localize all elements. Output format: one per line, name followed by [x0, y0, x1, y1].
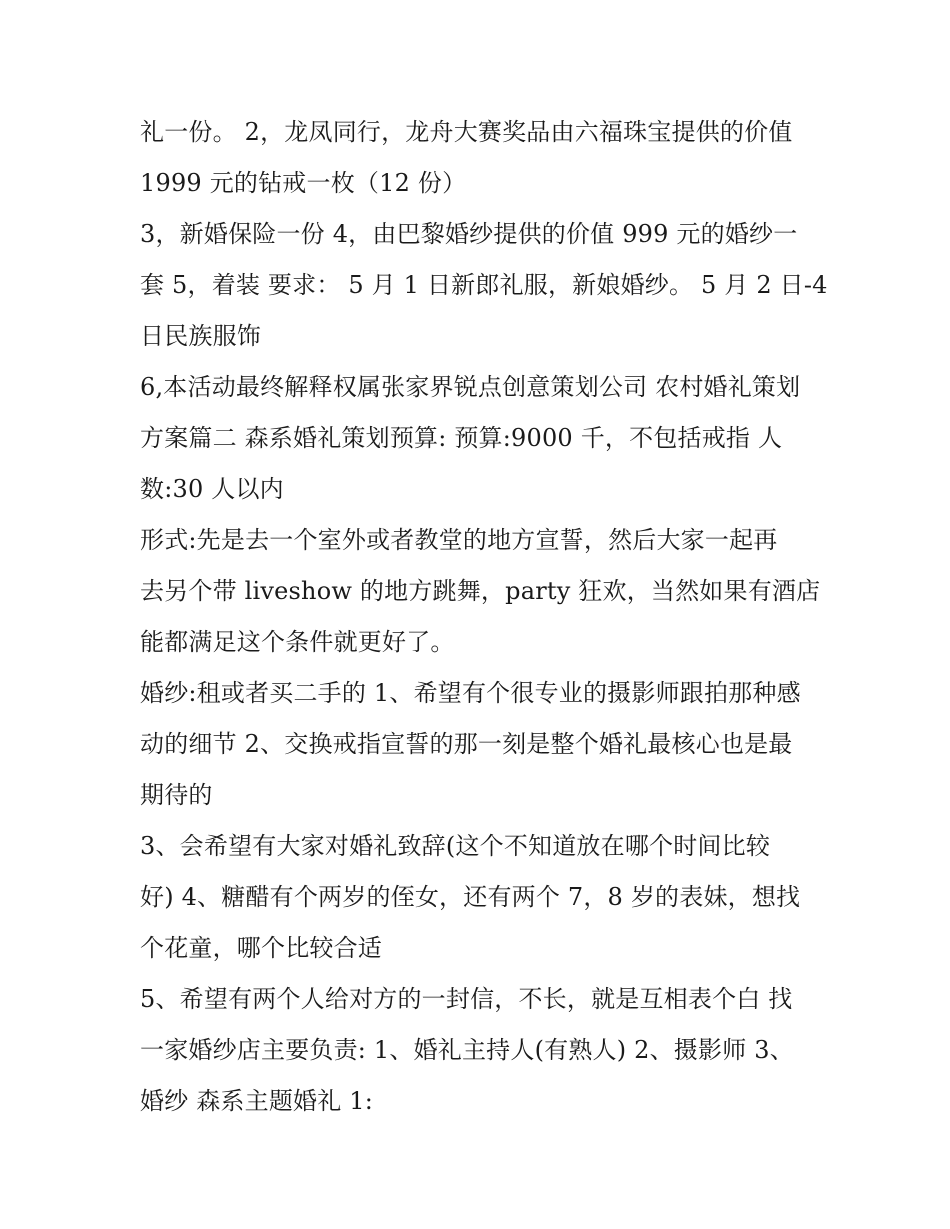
- text-line: 数:30 人以内: [140, 475, 284, 503]
- text-line: 形式:先是去一个室外或者教堂的地方宣誓，然后大家一起再: [140, 526, 778, 554]
- text-line: 日民族服饰: [140, 322, 261, 350]
- text-line: 个花童，哪个比较合适: [140, 934, 382, 962]
- body-text: [140, 107, 828, 1127]
- text-line: 3，新婚保险一份 4，由巴黎婚纱提供的价值 999 元的婚纱一: [140, 220, 798, 248]
- text-line: 能都满足这个条件就更好了。: [140, 628, 455, 656]
- text-line: 婚纱 森系主题婚礼 1:: [140, 1087, 374, 1115]
- text-line: 5、希望有两个人给对方的一封信，不长，就是互相表个白 找: [140, 985, 793, 1013]
- text-line: 动的细节 2、交换戒指宣誓的那一刻是整个婚礼最核心也是最: [140, 730, 793, 758]
- text-line: 礼一份。 2，龙凤同行，龙舟大赛奖品由六福珠宝提供的价值: [140, 118, 793, 146]
- text-line: 好) 4、糖醋有个两岁的侄女，还有两个 7，8 岁的表妹，想找: [140, 883, 801, 911]
- text-line: 一家婚纱店主要负责: 1、婚礼主持人(有熟人) 2、摄影师 3、: [140, 1036, 794, 1064]
- text-line: 3、会希望有大家对婚礼致辞(这个不知道放在哪个时间比较: [140, 832, 771, 860]
- text-line: 6,本活动最终解释权属张家界锐点创意策划公司 农村婚礼策划: [140, 373, 801, 401]
- text-line: 方案篇二 森系婚礼策划预算: 预算:9000 千，不包括戒指 人: [140, 424, 783, 452]
- text-line: 去另个带 liveshow 的地方跳舞，party 狂欢，当然如果有酒店: [140, 577, 821, 605]
- text-line: 套 5，着装 要求： 5 月 1 日新郎礼服，新娘婚纱。 5 月 2 日-4: [140, 271, 828, 299]
- text-line: 1999 元的钻戒一枚（12 份）: [140, 169, 467, 197]
- text-line: 婚纱:租或者买二手的 1、希望有个很专业的摄影师跟拍那种感: [140, 679, 801, 707]
- text-line: 期待的: [140, 781, 213, 809]
